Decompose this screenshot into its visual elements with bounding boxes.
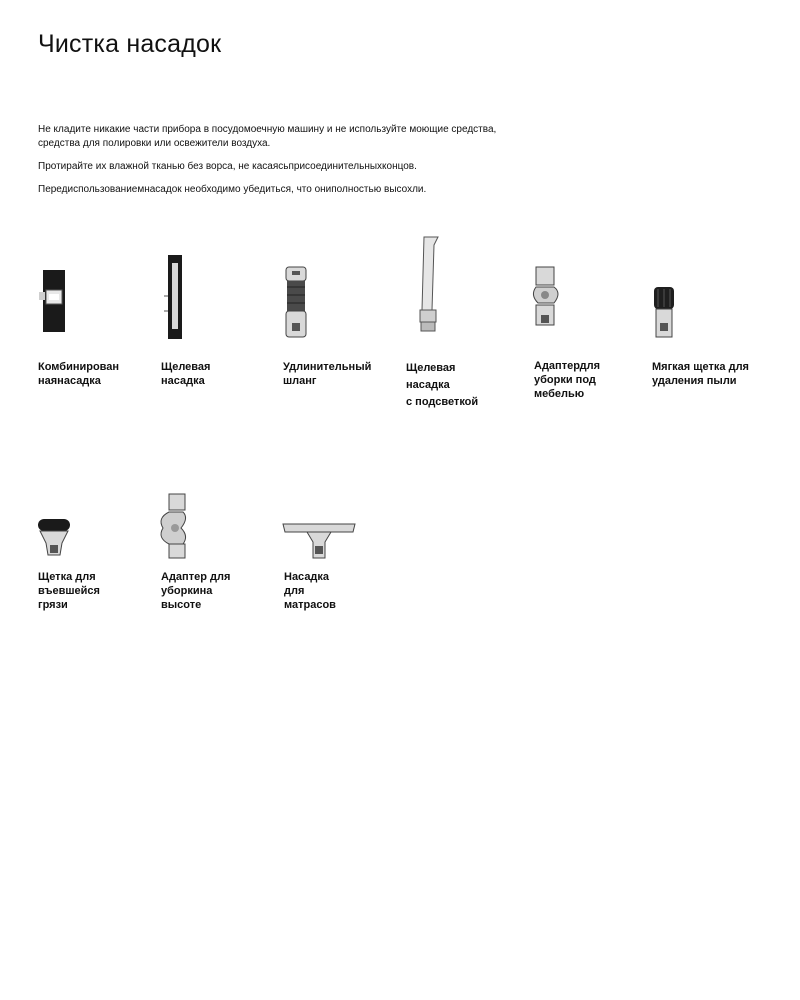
tool-soft-brush [645,285,775,425]
tool-label: Насадка для матрасов [284,571,336,611]
tool-label: Адаптер для уборкина высоте [161,571,231,611]
tool-combination [30,260,140,420]
instruction-no-dishwasher: Не кладите никакие части прибора в посудомоечную машину и не используйте моющие средства, средства для полировки или освежители воздуха. [38,124,497,149]
combination-tool-icon [35,270,75,340]
tool-stubborn-dirt [30,515,140,625]
tool-label: Комбинирован наянасадка [38,361,120,387]
page-title: Чистка насадок [38,30,222,58]
tool-under-furniture [525,265,645,425]
under-furniture-adapter-icon [528,265,568,340]
stubborn-dirt-brush-icon [36,517,76,567]
tool-label: Щелевая насадка [161,361,211,387]
mattress-tool-icon [281,520,361,565]
tool-label: Щетка для въевшейся грязи [38,571,100,611]
soft-dusting-brush-icon [650,287,680,342]
tool-mattress [275,520,385,630]
tool-light-crevice [400,235,510,415]
light-crevice-tool-icon [408,235,448,335]
high-reach-adapter-icon [155,494,195,564]
instruction-dry: Передиспользованиемнасадок необходимо убедиться, что ониполностью высохли. [38,184,427,195]
tool-high-reach [150,492,260,622]
tool-label: Адаптердля уборки под мебелью [534,360,601,400]
tool-label: Мягкая щетка для удаления пыли [652,361,749,387]
tool-crevice [150,250,260,410]
extension-hose-icon [283,267,313,342]
tool-label: Щелевая насадка с подсветкой [406,362,479,408]
tool-extension-hose [275,265,385,425]
tool-label: Удлинительный шланг [283,361,372,387]
crevice-tool-icon [160,255,200,345]
instruction-wipe: Протирайте их влажной тканью без ворса, не касаясьприсоединительныхконцов. [38,161,417,172]
